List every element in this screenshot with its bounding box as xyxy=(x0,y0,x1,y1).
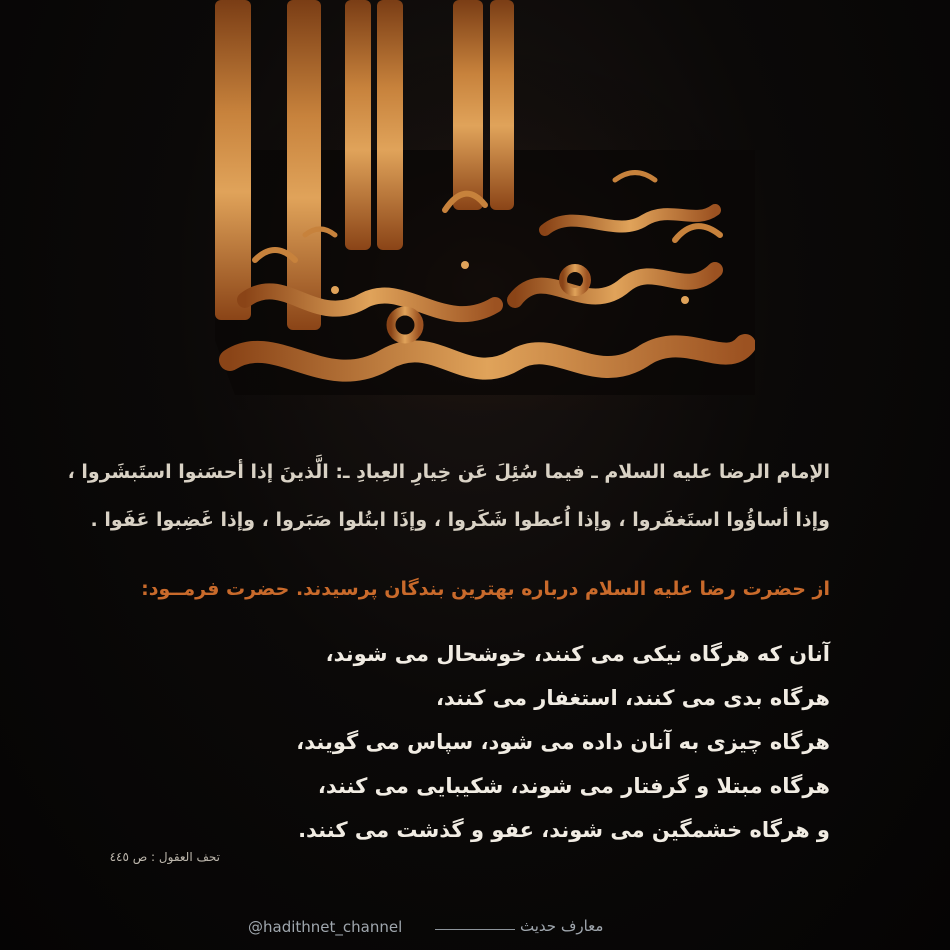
footer-brand: معارف حدیث xyxy=(520,917,604,935)
persian-line: هرگاه بدی می کنند، استغفار می کنند، xyxy=(435,686,830,710)
arabic-line: الإمام الرضا علیه السلام ـ فیما سُئِلَ عَن خِیارِ العِبادِ ـ: الَّذینَ إذا أحسَنوا استَبشَروا ، xyxy=(67,461,830,483)
persian-translation-text xyxy=(110,632,830,852)
persian-line: و هرگاه خشمگین می شوند، عفو و گذشت می کنند. xyxy=(298,818,830,842)
calligraphy-svg xyxy=(215,0,755,410)
footer xyxy=(0,914,950,944)
channel-handle-link[interactable]: @hadithnet_channel xyxy=(248,918,403,936)
footer-divider xyxy=(435,929,515,930)
arabic-hadith-text xyxy=(67,448,830,544)
persian-line: آنان که هرگاه نیکی می کنند، خوشحال می شوند، xyxy=(325,642,830,666)
persian-intro-line: از حضرت رضا علیه السلام درباره بهترین بندگان پرسیدند. حضرت فرمــود: xyxy=(141,578,830,600)
arabic-line: وإذا أساؤُوا استَغفَروا ، وإذا اُعطوا شَكَروا ، وإذَا ابتُلوا صَبَروا ، وإذا غَضِبوا عَفَوا . xyxy=(90,509,830,531)
persian-line: هرگاه مبتلا و گرفتار می شوند، شکیبایی می کنند، xyxy=(317,774,830,798)
persian-line: هرگاه چیزی به آنان داده می شود، سپاس می گویند، xyxy=(296,730,830,754)
imam-reza-calligraphy-artwork xyxy=(215,0,755,410)
source-reference: تحف العقول : ص ٤٤٥ xyxy=(109,850,220,864)
